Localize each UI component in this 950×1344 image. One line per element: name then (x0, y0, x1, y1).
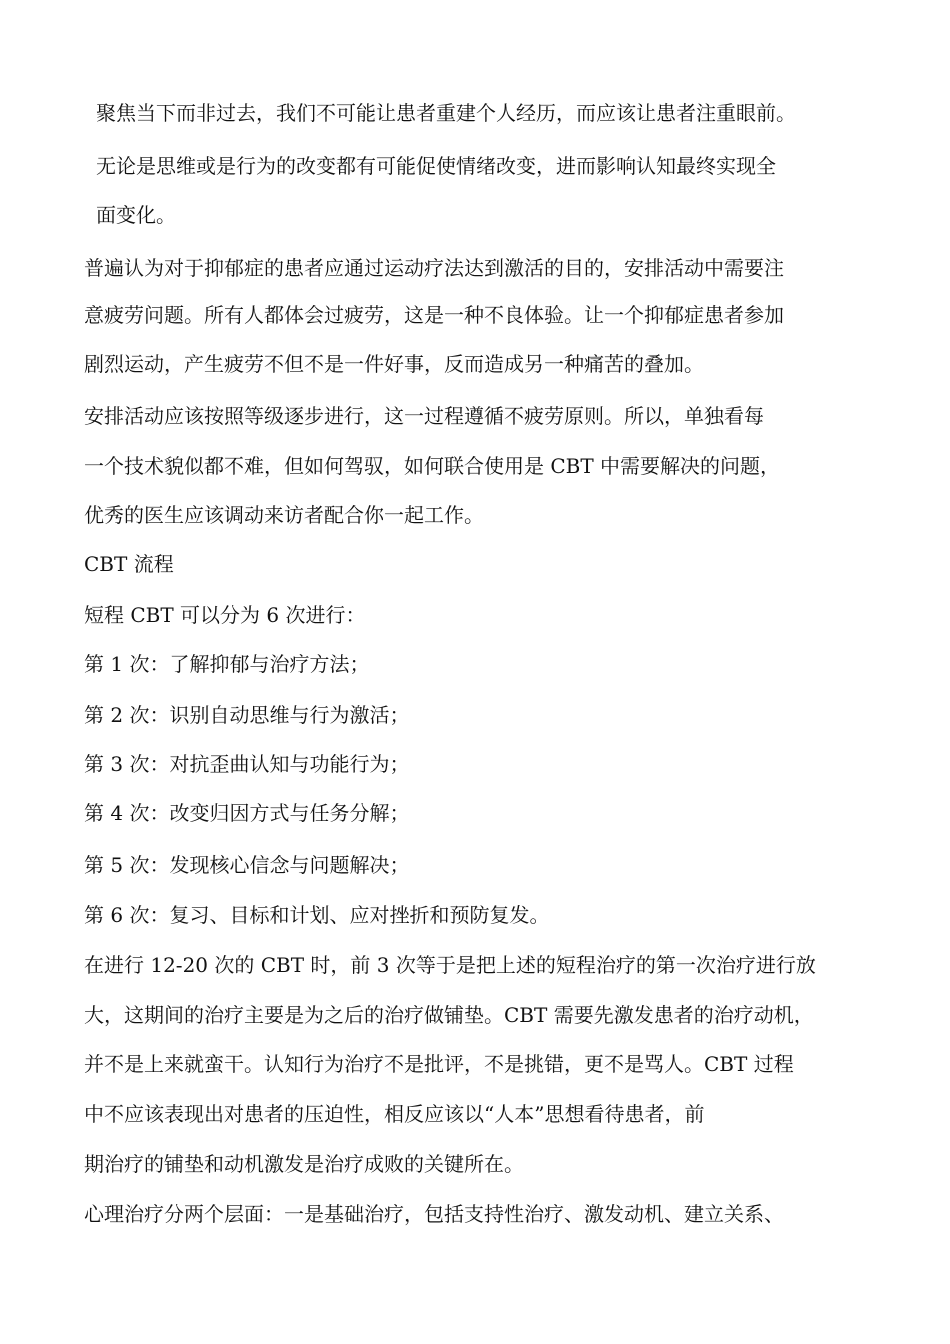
text-line: 在进行 12-20 次的 CBT 时，前 3 次等于是把上述的短程治疗的第一次治疗进行放 (84, 953, 816, 977)
text-line: 普遍认为对于抑郁症的患者应通过运动疗法达到激活的目的，安排活动中需要注 (84, 256, 784, 280)
text-line: 面变化。 (96, 203, 176, 227)
section-heading: CBT 流程 (84, 552, 174, 576)
list-item: 第 6 次：复习、目标和计划、应对挫折和预防复发。 (84, 903, 550, 927)
list-item: 第 4 次：改变归因方式与任务分解； (84, 801, 410, 825)
text-line: 安排活动应该按照等级逐步进行，这一过程遵循不疲劳原则。所以，单独看每 (84, 404, 764, 428)
text-line: 并不是上来就蛮干。认知行为治疗不是批评，不是挑错，更不是骂人。CBT 过程 (84, 1052, 794, 1076)
text-line: 期治疗的铺垫和动机激发是治疗成败的关键所在。 (84, 1152, 524, 1176)
text-line: 优秀的医生应该调动来访者配合你一起工作。 (84, 503, 484, 527)
text-line: 短程 CBT 可以分为 6 次进行： (84, 603, 366, 627)
text-line: 大，这期间的治疗主要是为之后的治疗做铺垫。CBT 需要先激发患者的治疗动机， (84, 1003, 814, 1027)
text-line: 一个技术貌似都不难，但如何驾驭，如何联合使用是 CBT 中需要解决的问题， (84, 454, 781, 478)
list-item: 第 2 次：识别自动思维与行为激活； (84, 703, 410, 727)
text-line: 心理治疗分两个层面：一是基础治疗，包括支持性治疗、激发动机、建立关系、 (84, 1202, 784, 1226)
text-line: 聚焦当下而非过去，我们不可能让患者重建个人经历，而应该让患者注重眼前。 (96, 101, 796, 125)
list-item: 第 3 次：对抗歪曲认知与功能行为； (84, 752, 410, 776)
text-line: 意疲劳问题。所有人都体会过疲劳，这是一种不良体验。让一个抑郁症患者参加 (84, 303, 784, 327)
list-item: 第 1 次：了解抑郁与治疗方法； (84, 652, 370, 676)
text-line: 剧烈运动，产生疲劳不但不是一件好事，反而造成另一种痛苦的叠加。 (84, 352, 704, 376)
list-item: 第 5 次：发现核心信念与问题解决； (84, 853, 410, 877)
text-line: 中不应该表现出对患者的压迫性，相反应该以“人本”思想看待患者，前 (84, 1102, 705, 1126)
text-line: 无论是思维或是行为的改变都有可能促使情绪改变，进而影响认知最终实现全 (96, 154, 776, 178)
